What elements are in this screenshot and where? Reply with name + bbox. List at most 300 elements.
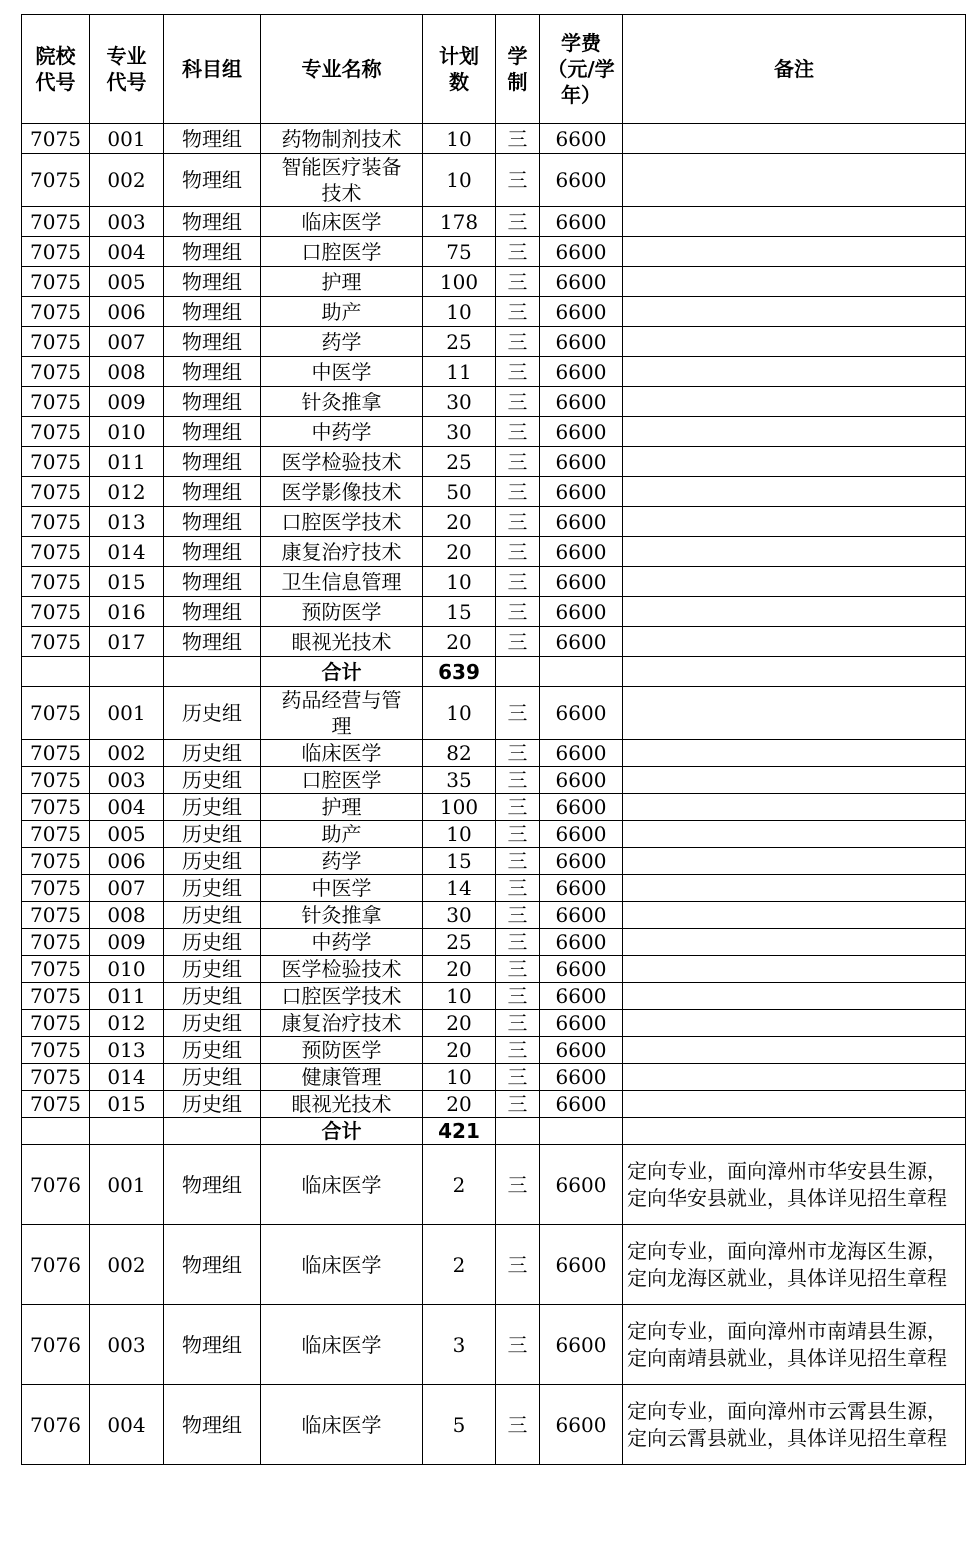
cell-school-code: 7075 (22, 1091, 90, 1118)
cell-plan: 30 (423, 387, 496, 417)
cell-duration: 三 (496, 1037, 540, 1064)
cell-tuition: 6600 (540, 1037, 623, 1064)
table-row (22, 1010, 966, 1037)
cell-school-code: 7075 (22, 687, 90, 740)
cell-major-name: 医学影像技术 (261, 477, 423, 507)
header-duration: 学制 (496, 15, 540, 124)
cell-major-name: 合计 (261, 1118, 423, 1145)
cell-tuition: 6600 (540, 207, 623, 237)
cell-duration: 三 (496, 477, 540, 507)
cell-major-name: 口腔医学技术 (261, 507, 423, 537)
cell-school-code: 7076 (22, 1385, 90, 1465)
cell-major-code: 001 (90, 1145, 164, 1225)
cell-duration: 三 (496, 447, 540, 477)
cell-note (623, 1037, 966, 1064)
cell-note (623, 657, 966, 687)
cell-school-code: 7075 (22, 154, 90, 207)
header-major-name: 专业名称 (261, 15, 423, 124)
cell-major-code: 013 (90, 507, 164, 537)
cell-subject-group: 物理组 (164, 207, 261, 237)
cell-major-name: 药学 (261, 848, 423, 875)
cell-tuition: 6600 (540, 1225, 623, 1305)
cell-subject-group (164, 1118, 261, 1145)
cell-duration: 三 (496, 627, 540, 657)
cell-duration: 三 (496, 597, 540, 627)
cell-duration: 三 (496, 794, 540, 821)
cell-major-code: 014 (90, 1064, 164, 1091)
cell-duration: 三 (496, 929, 540, 956)
cell-subject-group: 历史组 (164, 875, 261, 902)
cell-school-code: 7075 (22, 902, 90, 929)
cell-plan: 10 (423, 567, 496, 597)
cell-note (623, 357, 966, 387)
cell-school-code: 7075 (22, 627, 90, 657)
cell-school-code: 7075 (22, 447, 90, 477)
cell-note (623, 929, 966, 956)
cell-subject-group (164, 657, 261, 687)
cell-tuition: 6600 (540, 875, 623, 902)
table-row (22, 821, 966, 848)
cell-plan: 10 (423, 821, 496, 848)
table-row (22, 237, 966, 267)
cell-duration: 三 (496, 357, 540, 387)
table-row (22, 267, 966, 297)
cell-major-name: 中医学 (261, 875, 423, 902)
cell-major-code: 013 (90, 1037, 164, 1064)
cell-subject-group: 物理组 (164, 537, 261, 567)
cell-duration: 三 (496, 687, 540, 740)
cell-subject-group: 物理组 (164, 447, 261, 477)
cell-duration: 三 (496, 1145, 540, 1225)
cell-subject-group: 历史组 (164, 821, 261, 848)
cell-plan: 10 (423, 687, 496, 740)
cell-major-code: 002 (90, 1225, 164, 1305)
cell-tuition: 6600 (540, 1064, 623, 1091)
table-row (22, 875, 966, 902)
cell-major-code: 005 (90, 267, 164, 297)
cell-note (623, 767, 966, 794)
cell-school-code: 7075 (22, 124, 90, 154)
cell-school-code: 7075 (22, 794, 90, 821)
table-row (22, 687, 966, 740)
cell-major-name: 眼视光技术 (261, 1091, 423, 1118)
cell-plan: 20 (423, 537, 496, 567)
cell-major-code: 009 (90, 387, 164, 417)
cell-duration (496, 1118, 540, 1145)
cell-major-name: 临床医学 (261, 1145, 423, 1225)
cell-major-code: 010 (90, 417, 164, 447)
cell-duration: 三 (496, 567, 540, 597)
cell-major-name: 合计 (261, 657, 423, 687)
cell-plan: 10 (423, 983, 496, 1010)
cell-major-name: 助产 (261, 297, 423, 327)
cell-plan: 15 (423, 597, 496, 627)
cell-tuition: 6600 (540, 567, 623, 597)
cell-plan: 20 (423, 1037, 496, 1064)
cell-tuition: 6600 (540, 477, 623, 507)
cell-subject-group: 历史组 (164, 902, 261, 929)
cell-plan: 30 (423, 902, 496, 929)
cell-duration: 三 (496, 537, 540, 567)
cell-note (623, 297, 966, 327)
cell-major-code: 006 (90, 297, 164, 327)
cell-major-code: 001 (90, 124, 164, 154)
cell-school-code (22, 1118, 90, 1145)
cell-note (623, 537, 966, 567)
cell-major-code: 001 (90, 687, 164, 740)
cell-major-name: 卫生信息管理 (261, 567, 423, 597)
cell-major-name: 护理 (261, 267, 423, 297)
cell-note (623, 1010, 966, 1037)
cell-duration: 三 (496, 956, 540, 983)
cell-school-code: 7075 (22, 477, 90, 507)
cell-major-name: 口腔医学 (261, 237, 423, 267)
cell-major-code: 010 (90, 956, 164, 983)
admission-plan-table (21, 14, 966, 1465)
table-total-row (22, 657, 966, 687)
cell-subject-group: 历史组 (164, 687, 261, 740)
cell-tuition: 6600 (540, 597, 623, 627)
table-body (22, 124, 966, 1465)
header-subject-group: 科目组 (164, 15, 261, 124)
cell-tuition: 6600 (540, 902, 623, 929)
cell-school-code: 7075 (22, 537, 90, 567)
cell-duration: 三 (496, 1385, 540, 1465)
cell-subject-group: 历史组 (164, 983, 261, 1010)
cell-school-code: 7075 (22, 956, 90, 983)
cell-tuition: 6600 (540, 1091, 623, 1118)
cell-major-code: 011 (90, 983, 164, 1010)
cell-tuition: 6600 (540, 507, 623, 537)
cell-major-name: 临床医学 (261, 1305, 423, 1385)
table-total-row (22, 1118, 966, 1145)
cell-subject-group: 物理组 (164, 387, 261, 417)
cell-note (623, 902, 966, 929)
cell-major-code (90, 657, 164, 687)
cell-note (623, 477, 966, 507)
cell-duration: 三 (496, 1064, 540, 1091)
cell-subject-group: 历史组 (164, 956, 261, 983)
cell-note (623, 387, 966, 417)
cell-duration: 三 (496, 387, 540, 417)
cell-major-name: 药物制剂技术 (261, 124, 423, 154)
cell-subject-group: 物理组 (164, 1385, 261, 1465)
cell-major-code: 017 (90, 627, 164, 657)
admission-plan-table-wrapper (21, 14, 966, 1465)
cell-major-code: 004 (90, 1385, 164, 1465)
cell-school-code: 7075 (22, 983, 90, 1010)
cell-plan: 639 (423, 657, 496, 687)
cell-major-code: 015 (90, 1091, 164, 1118)
cell-school-code: 7075 (22, 357, 90, 387)
cell-subject-group: 历史组 (164, 1064, 261, 1091)
cell-tuition: 6600 (540, 956, 623, 983)
cell-plan: 10 (423, 124, 496, 154)
cell-major-code: 004 (90, 794, 164, 821)
cell-subject-group: 物理组 (164, 477, 261, 507)
table-row (22, 154, 966, 207)
cell-duration: 三 (496, 740, 540, 767)
cell-tuition: 6600 (540, 821, 623, 848)
table-row (22, 1145, 966, 1225)
cell-duration: 三 (496, 821, 540, 848)
cell-note: 定向专业，面向漳州市华安县生源，定向华安县就业，具体详见招生章程 (623, 1145, 966, 1225)
cell-school-code: 7075 (22, 237, 90, 267)
cell-major-name: 临床医学 (261, 1225, 423, 1305)
cell-duration: 三 (496, 297, 540, 327)
cell-major-name: 临床医学 (261, 1385, 423, 1465)
cell-major-name: 医学检验技术 (261, 447, 423, 477)
cell-major-code: 002 (90, 740, 164, 767)
cell-duration: 三 (496, 207, 540, 237)
cell-plan: 100 (423, 794, 496, 821)
cell-tuition: 6600 (540, 1305, 623, 1385)
table-row (22, 124, 966, 154)
cell-school-code: 7075 (22, 507, 90, 537)
cell-note (623, 154, 966, 207)
cell-major-name: 助产 (261, 821, 423, 848)
cell-school-code: 7075 (22, 740, 90, 767)
table-row (22, 902, 966, 929)
cell-major-code: 015 (90, 567, 164, 597)
table-row (22, 983, 966, 1010)
cell-note (623, 124, 966, 154)
cell-subject-group: 物理组 (164, 267, 261, 297)
cell-note (623, 417, 966, 447)
cell-plan: 421 (423, 1118, 496, 1145)
cell-tuition: 6600 (540, 537, 623, 567)
cell-note (623, 1118, 966, 1145)
cell-major-name: 针灸推拿 (261, 902, 423, 929)
cell-plan: 11 (423, 357, 496, 387)
cell-tuition: 6600 (540, 417, 623, 447)
cell-major-code: 011 (90, 447, 164, 477)
cell-subject-group: 物理组 (164, 124, 261, 154)
cell-plan: 20 (423, 627, 496, 657)
cell-school-code: 7075 (22, 597, 90, 627)
cell-plan: 25 (423, 447, 496, 477)
cell-school-code: 7076 (22, 1225, 90, 1305)
cell-subject-group: 物理组 (164, 297, 261, 327)
cell-note (623, 627, 966, 657)
table-row (22, 1091, 966, 1118)
cell-plan: 25 (423, 929, 496, 956)
cell-duration: 三 (496, 267, 540, 297)
cell-major-code: 005 (90, 821, 164, 848)
cell-duration: 三 (496, 848, 540, 875)
cell-plan: 10 (423, 297, 496, 327)
cell-plan: 100 (423, 267, 496, 297)
cell-tuition: 6600 (540, 929, 623, 956)
table-row (22, 597, 966, 627)
cell-major-name: 健康管理 (261, 1064, 423, 1091)
cell-tuition: 6600 (540, 794, 623, 821)
table-row (22, 1037, 966, 1064)
table-row (22, 387, 966, 417)
cell-school-code: 7075 (22, 567, 90, 597)
table-row (22, 767, 966, 794)
cell-plan: 35 (423, 767, 496, 794)
cell-tuition: 6600 (540, 124, 623, 154)
cell-major-code: 012 (90, 477, 164, 507)
cell-duration: 三 (496, 902, 540, 929)
cell-subject-group: 物理组 (164, 1145, 261, 1225)
cell-major-name: 预防医学 (261, 597, 423, 627)
cell-school-code: 7075 (22, 929, 90, 956)
cell-major-name: 口腔医学技术 (261, 983, 423, 1010)
cell-note: 定向专业，面向漳州市龙海区生源，定向龙海区就业，具体详见招生章程 (623, 1225, 966, 1305)
cell-major-code: 016 (90, 597, 164, 627)
cell-tuition: 6600 (540, 1010, 623, 1037)
cell-note (623, 1064, 966, 1091)
cell-tuition: 6600 (540, 357, 623, 387)
cell-duration: 三 (496, 237, 540, 267)
cell-note (623, 875, 966, 902)
table-row (22, 417, 966, 447)
cell-subject-group: 物理组 (164, 417, 261, 447)
cell-subject-group: 历史组 (164, 929, 261, 956)
cell-school-code: 7075 (22, 1010, 90, 1037)
cell-note: 定向专业，面向漳州市南靖县生源，定向南靖县就业，具体详见招生章程 (623, 1305, 966, 1385)
cell-subject-group: 物理组 (164, 327, 261, 357)
cell-major-name: 口腔医学 (261, 767, 423, 794)
cell-plan: 20 (423, 1010, 496, 1037)
table-row (22, 507, 966, 537)
header-plan: 计划数 (423, 15, 496, 124)
cell-duration: 三 (496, 1305, 540, 1385)
cell-major-name: 护理 (261, 794, 423, 821)
cell-duration: 三 (496, 417, 540, 447)
cell-plan: 2 (423, 1225, 496, 1305)
cell-major-name: 中药学 (261, 929, 423, 956)
cell-major-name: 预防医学 (261, 1037, 423, 1064)
cell-school-code: 7075 (22, 267, 90, 297)
cell-major-name: 康复治疗技术 (261, 537, 423, 567)
table-row (22, 297, 966, 327)
cell-subject-group: 物理组 (164, 627, 261, 657)
cell-duration: 三 (496, 875, 540, 902)
cell-duration: 三 (496, 983, 540, 1010)
table-row (22, 567, 966, 597)
cell-major-name: 针灸推拿 (261, 387, 423, 417)
cell-tuition: 6600 (540, 627, 623, 657)
cell-major-code (90, 1118, 164, 1145)
cell-plan: 2 (423, 1145, 496, 1225)
cell-major-name: 中医学 (261, 357, 423, 387)
cell-note (623, 507, 966, 537)
cell-tuition: 6600 (540, 327, 623, 357)
cell-major-code: 009 (90, 929, 164, 956)
cell-plan: 10 (423, 154, 496, 207)
cell-major-code: 003 (90, 767, 164, 794)
cell-plan: 25 (423, 327, 496, 357)
table-row (22, 1305, 966, 1385)
cell-note (623, 821, 966, 848)
cell-tuition: 6600 (540, 267, 623, 297)
cell-school-code: 7075 (22, 1037, 90, 1064)
table-row (22, 327, 966, 357)
cell-tuition: 6600 (540, 297, 623, 327)
cell-duration: 三 (496, 767, 540, 794)
cell-plan: 82 (423, 740, 496, 767)
cell-duration (496, 657, 540, 687)
cell-subject-group: 物理组 (164, 1225, 261, 1305)
cell-plan: 3 (423, 1305, 496, 1385)
cell-plan: 30 (423, 417, 496, 447)
cell-subject-group: 物理组 (164, 357, 261, 387)
table-row (22, 537, 966, 567)
cell-note (623, 956, 966, 983)
header-school-code: 院校代号 (22, 15, 90, 124)
cell-school-code: 7075 (22, 207, 90, 237)
cell-school-code: 7075 (22, 767, 90, 794)
table-row (22, 848, 966, 875)
cell-duration: 三 (496, 327, 540, 357)
cell-major-code: 008 (90, 357, 164, 387)
cell-subject-group: 历史组 (164, 1091, 261, 1118)
cell-duration: 三 (496, 1010, 540, 1037)
table-row (22, 207, 966, 237)
cell-major-name: 眼视光技术 (261, 627, 423, 657)
table-row (22, 794, 966, 821)
cell-plan: 15 (423, 848, 496, 875)
cell-subject-group: 历史组 (164, 1037, 261, 1064)
table-row (22, 477, 966, 507)
cell-plan: 75 (423, 237, 496, 267)
cell-major-code: 003 (90, 1305, 164, 1385)
cell-tuition: 6600 (540, 237, 623, 267)
cell-tuition (540, 1118, 623, 1145)
cell-subject-group: 物理组 (164, 597, 261, 627)
cell-plan: 20 (423, 956, 496, 983)
cell-tuition: 6600 (540, 387, 623, 417)
cell-major-name: 药品经营与管理 (261, 687, 423, 740)
cell-major-code: 002 (90, 154, 164, 207)
table-row (22, 1385, 966, 1465)
cell-tuition: 6600 (540, 447, 623, 477)
cell-school-code: 7075 (22, 297, 90, 327)
cell-major-code: 007 (90, 327, 164, 357)
table-row (22, 740, 966, 767)
cell-major-code: 003 (90, 207, 164, 237)
cell-note (623, 1091, 966, 1118)
header-major-code: 专业代号 (90, 15, 164, 124)
cell-major-code: 004 (90, 237, 164, 267)
cell-school-code: 7075 (22, 387, 90, 417)
cell-subject-group: 物理组 (164, 507, 261, 537)
cell-tuition: 6600 (540, 848, 623, 875)
cell-school-code: 7075 (22, 848, 90, 875)
cell-major-name: 临床医学 (261, 207, 423, 237)
cell-tuition (540, 657, 623, 687)
cell-major-code: 008 (90, 902, 164, 929)
cell-note (623, 207, 966, 237)
cell-plan: 14 (423, 875, 496, 902)
cell-school-code: 7075 (22, 821, 90, 848)
table-row (22, 1225, 966, 1305)
cell-note (623, 794, 966, 821)
cell-school-code: 7075 (22, 875, 90, 902)
cell-duration: 三 (496, 124, 540, 154)
cell-major-code: 006 (90, 848, 164, 875)
cell-subject-group: 物理组 (164, 567, 261, 597)
cell-subject-group: 历史组 (164, 794, 261, 821)
table-row (22, 357, 966, 387)
cell-major-code: 007 (90, 875, 164, 902)
cell-tuition: 6600 (540, 767, 623, 794)
cell-note (623, 597, 966, 627)
cell-duration: 三 (496, 507, 540, 537)
